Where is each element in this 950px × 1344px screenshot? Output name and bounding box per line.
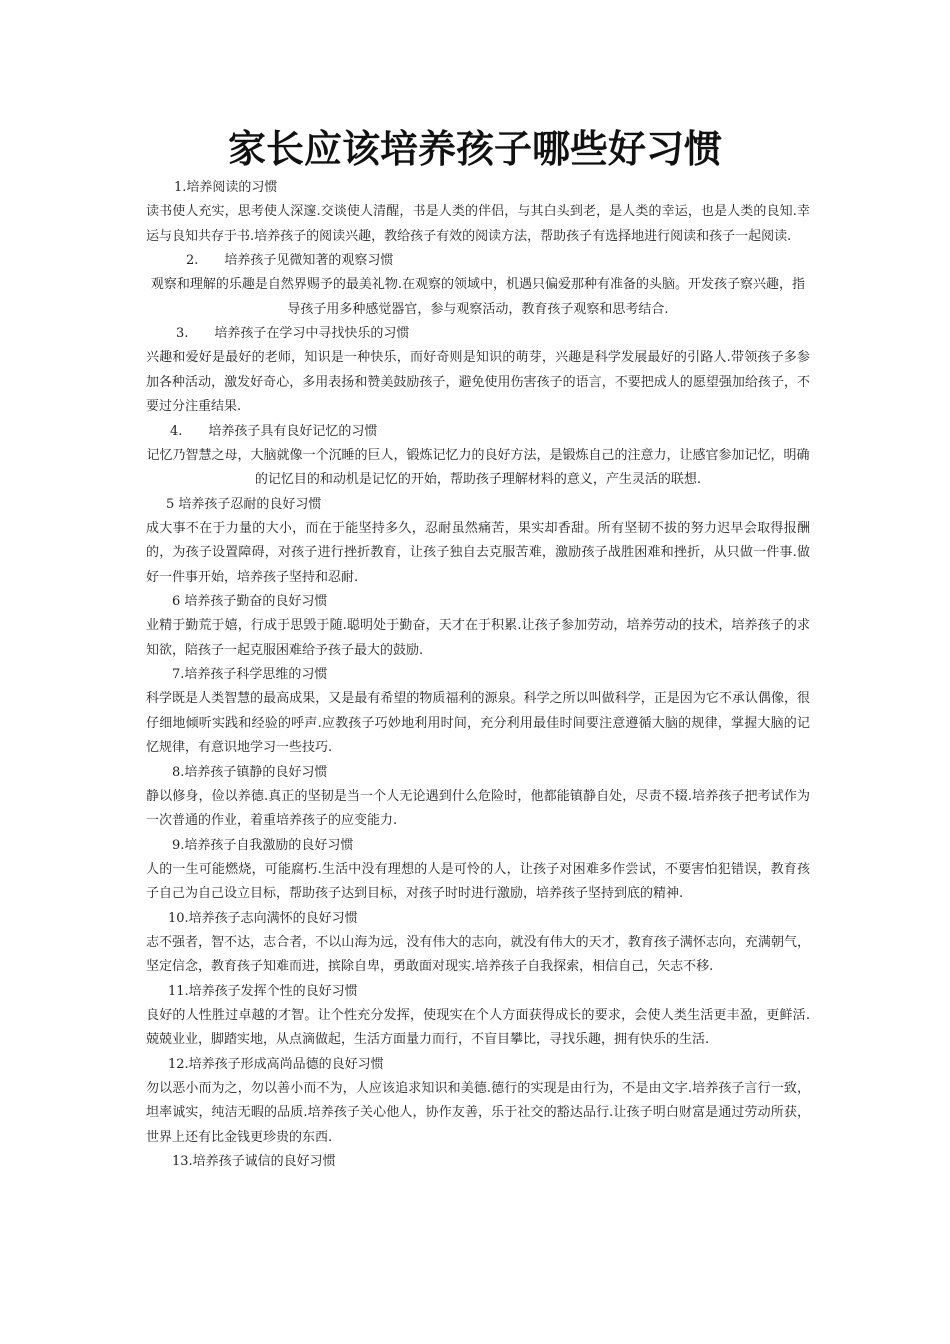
section-heading: 6 培养孩子勤奋的良好习惯 (172, 594, 328, 609)
section-number: 3. (176, 326, 189, 341)
section-heading: 11.培养孩子发挥个性的良好习惯 (168, 983, 358, 999)
section-heading: 7.培养孩子科学思维的习惯 (172, 667, 328, 682)
section-paragraph: 记忆乃智慧之母，大脑就像一个沉睡的巨人，锻炼记忆力的良好方法，是锻炼自己的注意力，让感官参加记忆，明确的记忆目的和动机是记忆的开始，帮助孩子理解材料的意义，产生灵活的联想. (146, 447, 810, 487)
section-heading: 12.培养孩子形成高尚品德的良好习惯 (168, 1056, 384, 1072)
section-paragraph: 志不强者，智不达，志合者，不以山海为远，没有伟大的志向，就没有伟大的天才，教育孩子满怀志向，充满朝气，坚定信念，教育孩子知难而进，摈除自卑，勇敢面对现实.培养孩子自我探索，相信自己，矢志不移. (146, 934, 810, 974)
section-paragraph: 读书使人充实，思考使人深邃.交谈使人清醒，书是人类的伴侣，与其白头到老，是人类的幸运，也是人类的良知.幸运与良知共存于书.培养孩子的阅读兴趣，教给孩子有效的阅读方法，帮助孩子有选择地进行阅读和孩子一起阅读. (146, 204, 810, 244)
section-heading-text: 培养孩子在学习中寻找快乐的习惯 (214, 326, 410, 341)
section-heading: 13.培养孩子诚信的良好习惯 (172, 1154, 336, 1169)
section-heading (146, 249, 810, 273)
section-heading (146, 322, 810, 346)
section-paragraph: 良好的人性胜过卓越的才智。让个性充分发挥，使现实在个人方面获得成长的要求，会使人类生活更丰盈，更鲜活.兢兢业业，脚踏实地，从点滴做起，生活方面量力而行，不盲目攀比，寻找乐趣，拥有快乐的生活. (146, 1007, 810, 1047)
section-paragraph: 兴趣和爱好是最好的老师，知识是一种快乐，而好奇则是知识的萌芽，兴趣是科学发展最好的引路人.带领孩子多参加各种活动，激发好奇心，多用表扬和赞美鼓励孩子，避免使用伤害孩子的语言，不要把成人的愿望强加给孩子，不要过分注重结果. (146, 350, 810, 414)
section-paragraph: 人的一生可能燃烧，可能腐朽.生活中没有理想的人是可怜的人，让孩子对困难多作尝试，不要害怕犯错误，教育孩子自己为自己设立目标，帮助孩子达到目标，对孩子时时进行激励，培养孩子坚持到底的精神. (146, 861, 810, 901)
section-paragraph: 成大事不在于力量的大小，而在于能坚持多久，忍耐虽然痛苦，果实却香甜。所有坚韧不拔的努力迟早会取得报酬的，为孩子设置障碍，对孩子进行挫折教育，让孩子独自去克服苦难，激励孩子战胜困难和挫折，从只做一件事.做好一件事开始，培养孩子坚持和忍耐. (146, 520, 810, 585)
section-heading: 10.培养孩子志向满怀的良好习惯 (168, 910, 358, 926)
section-heading: 1.培养阅读的习惯 (174, 180, 278, 195)
document-title: 家长应该培养孩子哪些好习惯 (227, 126, 722, 171)
section-paragraph: 科学既是人类智慧的最高成果，又是最有希望的物质福利的源泉。科学之所以叫做科学，正是因为它不承认偶像，很仔细地倾听实践和经验的呼声.应教孩子巧妙地利用时间，充分利用最佳时间要注意遵循大脑的规律，掌握大脑的记忆规律，有意识地学习一些技巧. (146, 691, 810, 755)
document-body (146, 176, 810, 1174)
section-paragraph: 静以修身，俭以养德.真正的坚韧是当一个人无论遇到什么危险时，他都能镇静自处，尽责不辍.培养孩子把考试作为一次普通的作业，着重培养孩子的应变能力. (146, 788, 810, 828)
section-paragraph: 勿以恶小而为之，勿以善小而不为，人应该追求知识和美德.德行的实现是由行为，不是由文字.培养孩子言行一致，坦率诚实，纯洁无暇的品质.培养孩子关心他人，协作友善，乐于社交的豁达品行.让孩子明白财富是通过劳动所获，世界上还有比金钱更珍贵的东西. (146, 1080, 810, 1145)
section-number: 4. (170, 423, 183, 439)
section-paragraph: 观察和理解的乐趣是自然界赐予的最美礼物.在观察的领域中，机遇只偏爱那种有准备的头脑。开发孩子察兴趣，指导孩子用多种感觉器官，参与观察活动，教育孩子观察和思考结合. (150, 277, 806, 317)
section-heading-text: 培养孩子具有良好记忆的习惯 (208, 423, 378, 439)
section-paragraph: 业精于勤荒于嬉，行成于思毁于随.聪明处于勤奋，天才在于积累.让孩子参加劳动，培养劳动的技术，培养孩子的求知欲，陪孩子一起克服困难给予孩子最大的鼓励. (146, 618, 810, 658)
section-heading: 5 培养孩子忍耐的良好习惯 (166, 496, 322, 512)
section-heading-text: 培养孩子见微知著的观察习惯 (224, 253, 394, 268)
section-heading: 9.培养孩子自我激励的良好习惯 (172, 837, 354, 853)
section-number: 2. (186, 253, 199, 268)
section-heading (146, 420, 810, 444)
section-heading: 8.培养孩子镇静的良好习惯 (172, 764, 328, 780)
